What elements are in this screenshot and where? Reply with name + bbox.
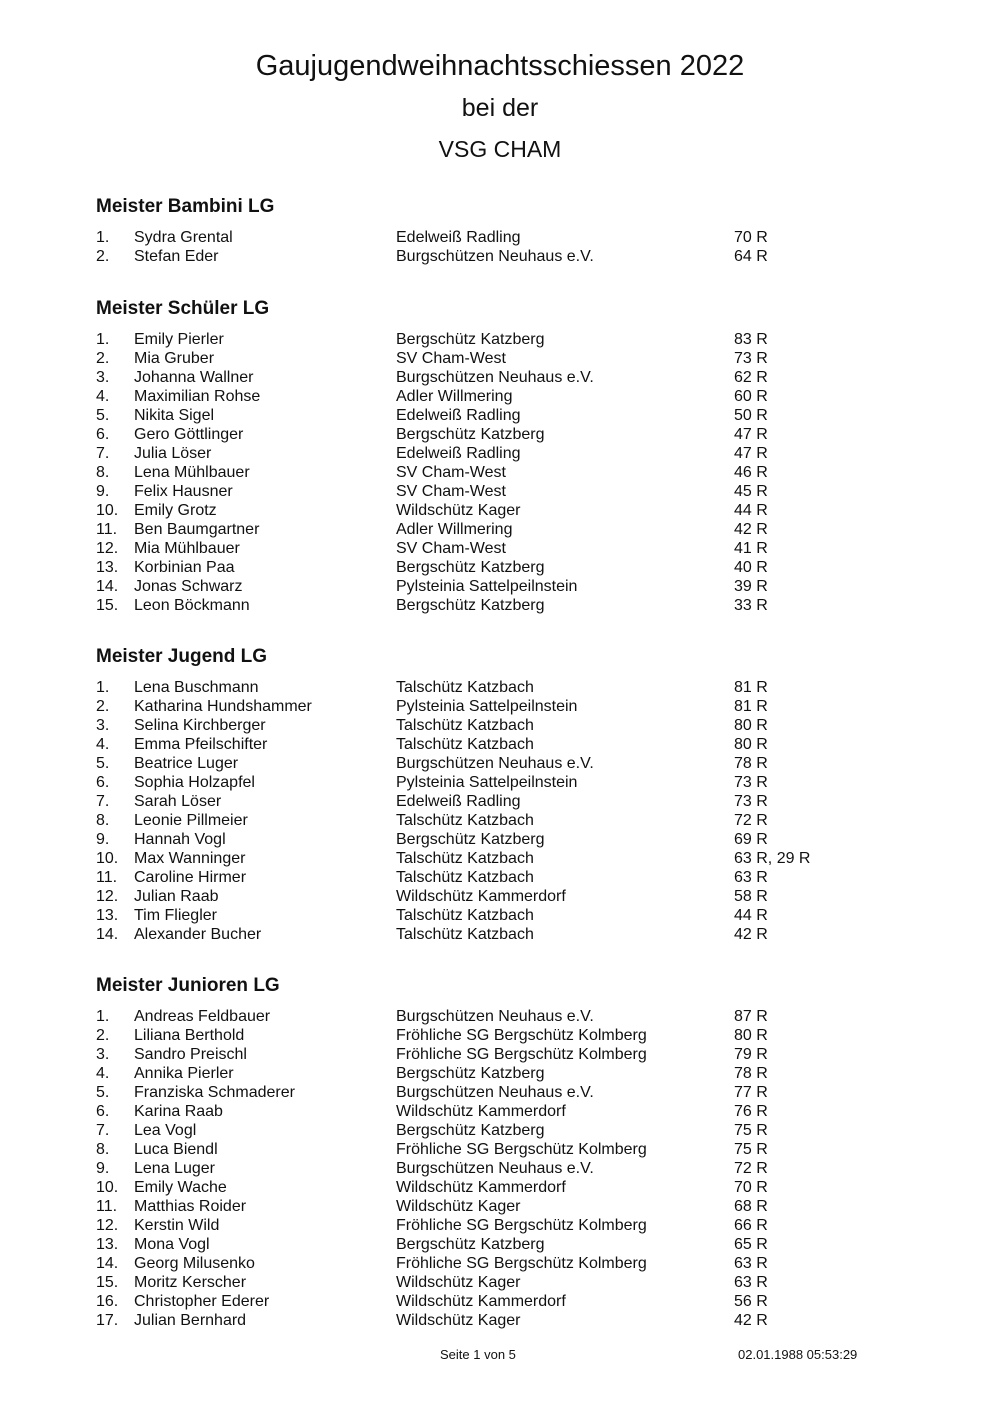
result-row [96, 1254, 916, 1273]
club-name: Bergschütz Katzberg [396, 831, 545, 848]
club-name: Burgschützen Neuhaus e.V. [396, 1008, 594, 1025]
result-row [96, 735, 916, 754]
shooter-name: Emily Pierler [134, 331, 224, 348]
club-name: Wildschütz Kammerdorf [396, 1103, 566, 1120]
shooter-name: Sydra Grental [134, 229, 233, 246]
result-row [96, 425, 916, 444]
club-name: Bergschütz Katzberg [396, 331, 545, 348]
shooter-name: Christopher Ederer [134, 1293, 270, 1310]
shooter-name: Selina Kirchberger [134, 717, 266, 734]
club-name: Fröhliche SG Bergschütz Kolmberg [396, 1217, 647, 1234]
rank: 10. [96, 502, 119, 519]
score: 73 R [734, 793, 768, 810]
rank: 5. [96, 1084, 110, 1101]
rank: 8. [96, 1141, 110, 1158]
result-row [96, 368, 916, 387]
rank: 2. [96, 248, 110, 265]
shooter-name: Johanna Wallner [134, 369, 254, 386]
section-schueler [96, 298, 916, 615]
score: 76 R [734, 1103, 768, 1120]
shooter-name: Annika Pierler [134, 1065, 234, 1082]
shooter-name: Tim Fliegler [134, 907, 217, 924]
result-row [96, 247, 916, 266]
result-list [96, 228, 916, 266]
result-row [96, 1121, 916, 1140]
result-row [96, 1311, 916, 1330]
club-name: Bergschütz Katzberg [396, 1122, 545, 1139]
club-name: Bergschütz Katzberg [396, 559, 545, 576]
rank: 8. [96, 464, 110, 481]
shooter-name: Ben Baumgartner [134, 521, 260, 538]
club-name: Talschütz Katzbach [396, 679, 534, 696]
shooter-name: Karina Raab [134, 1103, 223, 1120]
rank: 3. [96, 369, 110, 386]
shooter-name: Luca Biendl [134, 1141, 218, 1158]
club-name: SV Cham-West [396, 540, 506, 557]
rank: 13. [96, 1236, 119, 1253]
result-row [96, 1159, 916, 1178]
shooter-name: Julian Raab [134, 888, 219, 905]
club-name: Bergschütz Katzberg [396, 426, 545, 443]
host-club: VSG CHAM [438, 136, 562, 162]
result-row [96, 539, 916, 558]
rank: 14. [96, 926, 119, 943]
result-row [96, 1235, 916, 1254]
club-name: Pylsteinia Sattelpeilnstein [396, 774, 578, 791]
club-name: Talschütz Katzbach [396, 850, 534, 867]
score: 75 R [734, 1122, 768, 1139]
club-name: Fröhliche SG Bergschütz Kolmberg [396, 1141, 647, 1158]
shooter-name: Jonas Schwarz [134, 578, 243, 595]
result-row [96, 1197, 916, 1216]
result-row [96, 1216, 916, 1235]
page-subtitle: bei der [461, 94, 539, 122]
print-timestamp: 02.01.1988 05:53:29 [738, 1347, 858, 1362]
result-row [96, 444, 916, 463]
result-row [96, 697, 916, 716]
score: 65 R [734, 1236, 768, 1253]
shooter-name: Nikita Sigel [134, 407, 215, 424]
result-row [96, 387, 916, 406]
result-row [96, 330, 916, 349]
shooter-name: Max Wanninger [134, 850, 246, 867]
club-name: Wildschütz Kager [396, 1274, 521, 1291]
rank: 11. [96, 869, 118, 886]
shooter-name: Katharina Hundshammer [134, 698, 312, 715]
rank: 13. [96, 907, 119, 924]
club-name: Pylsteinia Sattelpeilnstein [396, 578, 578, 595]
club-name: Burgschützen Neuhaus e.V. [396, 1084, 594, 1101]
rank: 1. [96, 679, 110, 696]
score: 70 R [734, 1179, 768, 1196]
shooter-name: Gero Göttlinger [134, 426, 244, 443]
result-row [96, 1007, 916, 1026]
rank: 3. [96, 1046, 110, 1063]
score: 33 R [734, 597, 768, 614]
shooter-name: Maximilian Rohse [134, 388, 261, 405]
rank: 5. [96, 407, 110, 424]
shooter-name: Matthias Roider [134, 1198, 247, 1215]
score: 47 R [734, 426, 768, 443]
rank: 7. [96, 445, 110, 462]
club-name: SV Cham-West [396, 464, 506, 481]
rank: 1. [96, 331, 110, 348]
shooter-name: Caroline Hirmer [134, 869, 247, 886]
club-name: Wildschütz Kammerdorf [396, 1179, 566, 1196]
section-title: Meister Bambini LG [96, 196, 275, 217]
shooter-name: Julian Bernhard [134, 1312, 247, 1329]
rank: 1. [96, 1008, 110, 1025]
result-row [96, 228, 916, 247]
rank: 12. [96, 540, 119, 557]
score: 87 R [734, 1008, 768, 1025]
score: 45 R [734, 483, 768, 500]
shooter-name: Julia Löser [134, 445, 212, 462]
score: 72 R [734, 812, 768, 829]
shooter-name: Korbinian Paa [134, 559, 235, 576]
result-row [96, 349, 916, 368]
result-row [96, 406, 916, 425]
score: 63 R, 29 R [734, 850, 811, 867]
club-name: Bergschütz Katzberg [396, 1065, 545, 1082]
score: 42 R [734, 521, 768, 538]
score: 63 R [734, 1255, 768, 1272]
shooter-name: Sandro Preischl [134, 1046, 247, 1063]
rank: 2. [96, 1027, 110, 1044]
shooter-name: Emily Grotz [134, 502, 217, 519]
club-name: Talschütz Katzbach [396, 736, 534, 753]
result-row [96, 868, 916, 887]
shooter-name: Franziska Schmaderer [134, 1084, 295, 1101]
club-name: Adler Willmering [396, 388, 513, 405]
shooter-name: Emma Pfeilschifter [134, 736, 268, 753]
club-name: Fröhliche SG Bergschütz Kolmberg [396, 1046, 647, 1063]
rank: 9. [96, 1160, 110, 1177]
result-row [96, 1045, 916, 1064]
result-row [96, 1026, 916, 1045]
club-name: Wildschütz Kager [396, 1312, 521, 1329]
score: 47 R [734, 445, 768, 462]
rank: 7. [96, 793, 110, 810]
score: 58 R [734, 888, 768, 905]
page-number: Seite 1 von 5 [440, 1347, 516, 1362]
shooter-name: Hannah Vogl [134, 831, 226, 848]
rank: 6. [96, 1103, 110, 1120]
result-row [96, 1083, 916, 1102]
result-row [96, 773, 916, 792]
score: 64 R [734, 248, 768, 265]
club-name: SV Cham-West [396, 350, 506, 367]
page-title: Gaujugendweihnachtsschiessen 2022 [255, 50, 745, 82]
result-list [96, 330, 916, 615]
score: 69 R [734, 831, 768, 848]
rank: 4. [96, 388, 110, 405]
score: 50 R [734, 407, 768, 424]
club-name: Edelweiß Radling [396, 407, 521, 424]
score: 68 R [734, 1198, 768, 1215]
section-junioren [96, 975, 916, 1330]
result-row [96, 830, 916, 849]
result-row [96, 811, 916, 830]
shooter-name: Alexander Bucher [134, 926, 262, 943]
rank: 2. [96, 350, 110, 367]
result-row [96, 1292, 916, 1311]
rank: 15. [96, 597, 119, 614]
score: 78 R [734, 1065, 768, 1082]
score: 44 R [734, 907, 768, 924]
club-name: Talschütz Katzbach [396, 907, 534, 924]
rank: 11. [96, 1198, 118, 1215]
score: 46 R [734, 464, 768, 481]
shooter-name: Lena Buschmann [134, 679, 259, 696]
club-name: Wildschütz Kammerdorf [396, 1293, 566, 1310]
score: 81 R [734, 679, 768, 696]
score: 73 R [734, 774, 768, 791]
shooter-name: Stefan Eder [134, 248, 219, 265]
section-title: Meister Junioren LG [96, 975, 280, 996]
rank: 7. [96, 1122, 110, 1139]
result-row [96, 1140, 916, 1159]
result-row [96, 1273, 916, 1292]
rank: 17. [96, 1312, 119, 1329]
section-jugend [96, 646, 916, 944]
club-name: Talschütz Katzbach [396, 812, 534, 829]
rank: 12. [96, 1217, 119, 1234]
rank: 4. [96, 736, 110, 753]
result-row [96, 1064, 916, 1083]
score: 83 R [734, 331, 768, 348]
section-title: Meister Jugend LG [96, 646, 268, 667]
rank: 13. [96, 559, 119, 576]
score: 42 R [734, 1312, 768, 1329]
club-name: Edelweiß Radling [396, 229, 521, 246]
result-row [96, 716, 916, 735]
result-row [96, 463, 916, 482]
score: 77 R [734, 1084, 768, 1101]
rank: 11. [96, 521, 118, 538]
rank: 3. [96, 717, 110, 734]
result-list [96, 678, 916, 944]
score: 39 R [734, 578, 768, 595]
rank: 2. [96, 698, 110, 715]
shooter-name: Moritz Kerscher [134, 1274, 247, 1291]
rank: 15. [96, 1274, 119, 1291]
score: 40 R [734, 559, 768, 576]
shooter-name: Leon Böckmann [134, 597, 250, 614]
result-row [96, 1102, 916, 1121]
result-row [96, 596, 916, 615]
club-name: Talschütz Katzbach [396, 926, 534, 943]
shooter-name: Lea Vogl [134, 1122, 197, 1139]
rank: 1. [96, 229, 110, 246]
rank: 9. [96, 831, 110, 848]
shooter-name: Mia Mühlbauer [134, 540, 240, 557]
score: 79 R [734, 1046, 768, 1063]
score: 72 R [734, 1160, 768, 1177]
result-row [96, 754, 916, 773]
shooter-name: Liliana Berthold [134, 1027, 245, 1044]
shooter-name: Georg Milusenko [134, 1255, 255, 1272]
rank: 16. [96, 1293, 119, 1310]
club-name: Wildschütz Kager [396, 502, 521, 519]
rank: 14. [96, 578, 119, 595]
score: 70 R [734, 229, 768, 246]
section-title: Meister Schüler LG [96, 298, 270, 319]
club-name: Burgschützen Neuhaus e.V. [396, 755, 594, 772]
shooter-name: Sarah Löser [134, 793, 222, 810]
score: 78 R [734, 755, 768, 772]
club-name: Bergschütz Katzberg [396, 597, 545, 614]
score: 62 R [734, 369, 768, 386]
score: 80 R [734, 1027, 768, 1044]
result-row [96, 558, 916, 577]
result-row [96, 792, 916, 811]
shooter-name: Mona Vogl [134, 1236, 210, 1253]
result-row [96, 520, 916, 539]
shooter-name: Felix Hausner [134, 483, 233, 500]
score: 42 R [734, 926, 768, 943]
result-row [96, 577, 916, 596]
club-name: Pylsteinia Sattelpeilnstein [396, 698, 578, 715]
club-name: Fröhliche SG Bergschütz Kolmberg [396, 1255, 647, 1272]
result-row [96, 887, 916, 906]
score: 75 R [734, 1141, 768, 1158]
result-row [96, 925, 916, 944]
rank: 12. [96, 888, 119, 905]
result-list [96, 1007, 916, 1330]
club-name: Burgschützen Neuhaus e.V. [396, 369, 594, 386]
club-name: Talschütz Katzbach [396, 869, 534, 886]
rank: 5. [96, 755, 110, 772]
result-row [96, 906, 916, 925]
shooter-name: Leonie Pillmeier [134, 812, 248, 829]
shooter-name: Lena Mühlbauer [134, 464, 250, 481]
result-row [96, 501, 916, 520]
score: 80 R [734, 717, 768, 734]
club-name: Burgschützen Neuhaus e.V. [396, 1160, 594, 1177]
shooter-name: Beatrice Luger [134, 755, 239, 772]
rank: 10. [96, 850, 119, 867]
score: 60 R [734, 388, 768, 405]
score: 66 R [734, 1217, 768, 1234]
club-name: Wildschütz Kager [396, 1198, 521, 1215]
result-row [96, 1178, 916, 1197]
shooter-name: Emily Wache [134, 1179, 227, 1196]
result-row [96, 678, 916, 697]
shooter-name: Kerstin Wild [134, 1217, 220, 1234]
club-name: Fröhliche SG Bergschütz Kolmberg [396, 1027, 647, 1044]
club-name: Edelweiß Radling [396, 445, 521, 462]
rank: 14. [96, 1255, 119, 1272]
shooter-name: Andreas Feldbauer [134, 1008, 271, 1025]
result-row [96, 849, 916, 868]
club-name: Burgschützen Neuhaus e.V. [396, 248, 594, 265]
rank: 6. [96, 426, 110, 443]
score: 41 R [734, 540, 768, 557]
shooter-name: Sophia Holzapfel [134, 774, 255, 791]
rank: 8. [96, 812, 110, 829]
rank: 4. [96, 1065, 110, 1082]
club-name: Wildschütz Kammerdorf [396, 888, 566, 905]
club-name: Talschütz Katzbach [396, 717, 534, 734]
rank: 10. [96, 1179, 119, 1196]
shooter-name: Mia Gruber [134, 350, 215, 367]
rank: 9. [96, 483, 110, 500]
rank: 6. [96, 774, 110, 791]
club-name: Edelweiß Radling [396, 793, 521, 810]
score: 73 R [734, 350, 768, 367]
shooter-name: Lena Luger [134, 1160, 215, 1177]
score: 56 R [734, 1293, 768, 1310]
score: 81 R [734, 698, 768, 715]
section-bambini [96, 196, 916, 266]
club-name: Adler Willmering [396, 521, 513, 538]
score: 44 R [734, 502, 768, 519]
score: 63 R [734, 1274, 768, 1291]
score: 63 R [734, 869, 768, 886]
result-row [96, 482, 916, 501]
club-name: SV Cham-West [396, 483, 506, 500]
club-name: Bergschütz Katzberg [396, 1236, 545, 1253]
score: 80 R [734, 736, 768, 753]
